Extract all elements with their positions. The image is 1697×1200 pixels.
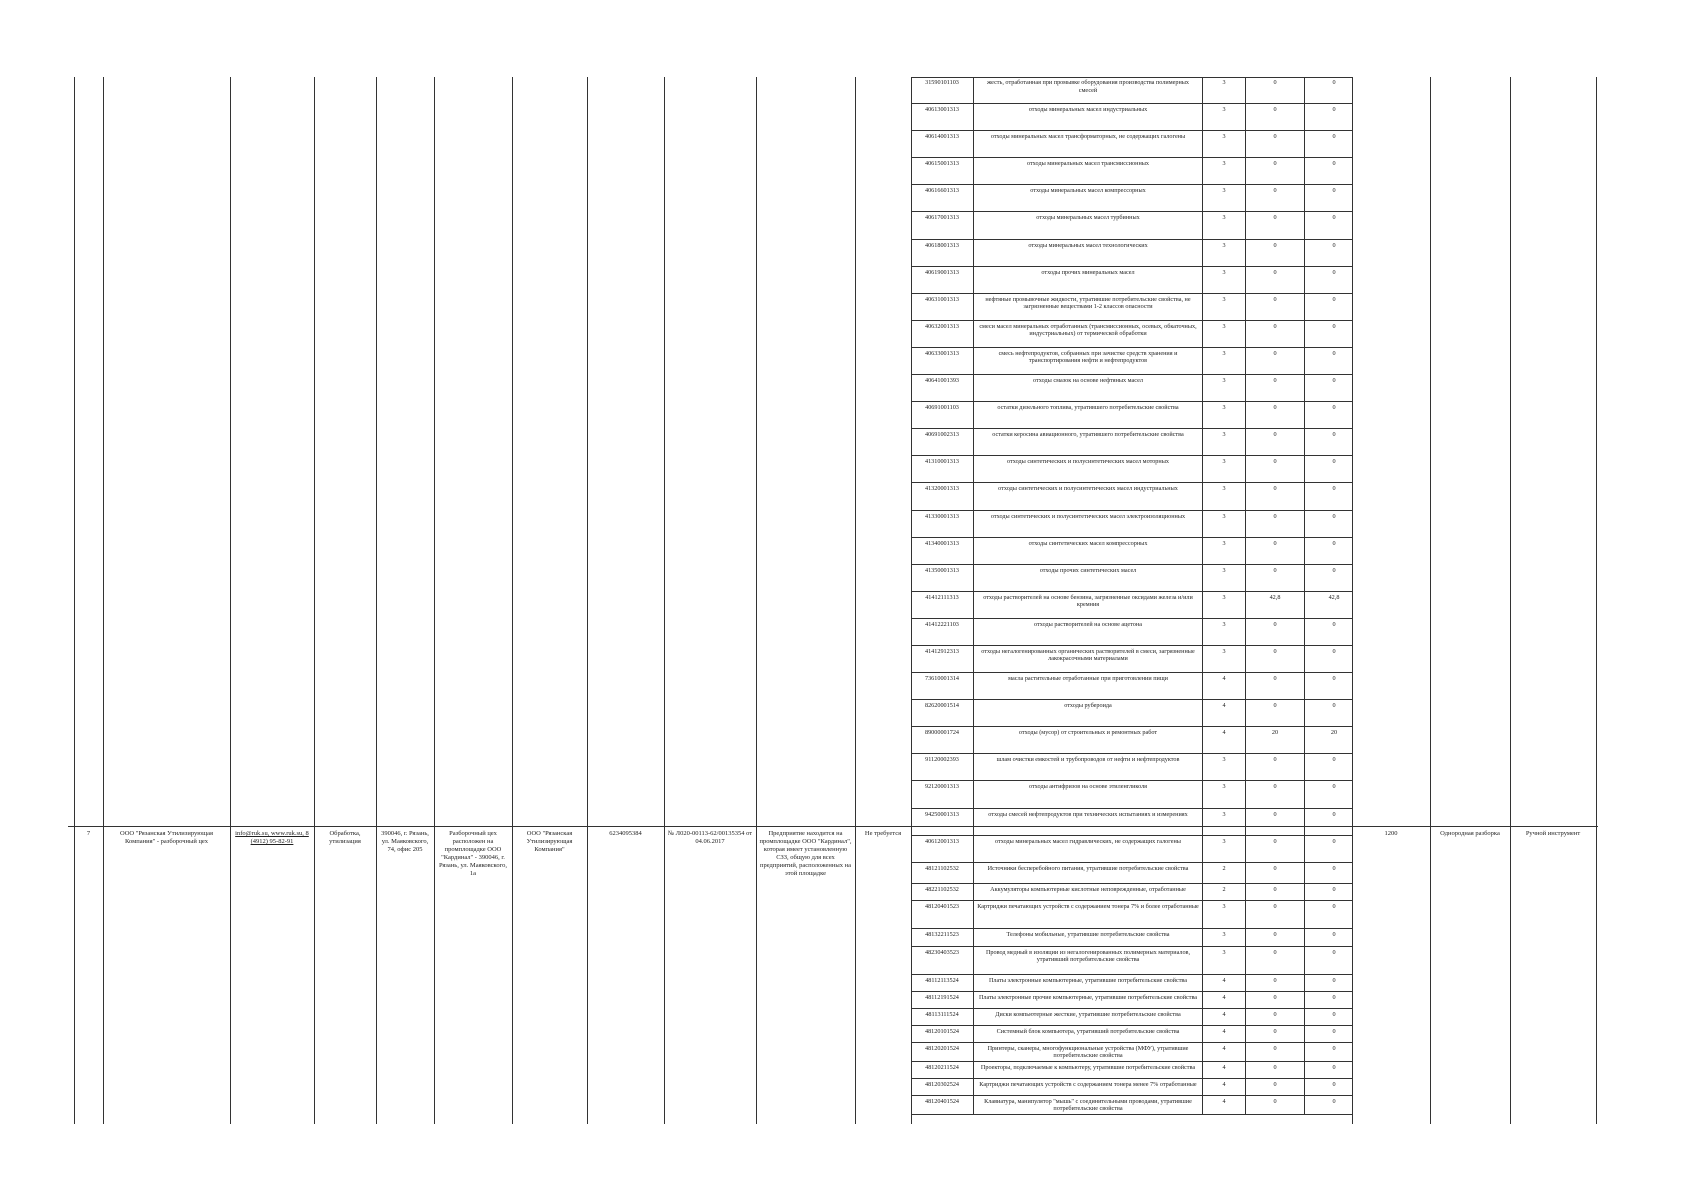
waste-name: отходы (мусор) от строительных и ремонтных работ [1018,729,1158,737]
table-row [911,456,1352,483]
quantity-cell: 0 [1332,948,1336,956]
hazard-class: 3 [1222,404,1226,412]
quantity-cell: 42,8 [1328,593,1340,601]
quantity-cell: 0 [1273,620,1277,628]
waste-code: 40614001313 [924,133,960,141]
quantity-cell: 0 [1332,1044,1336,1052]
quantity-cell: 0 [1273,1044,1277,1052]
hazard-class: 3 [1222,930,1226,938]
col-line [434,77,435,1124]
waste-name: отходы минеральных масел трансмиссионных [1026,160,1150,168]
hazard-class: 3 [1222,241,1226,249]
waste-name: нефтяные промывочные жидкости, утратившие потребительские свойства, не загрязненные веществами 1-2 классов опасности [985,295,1191,311]
legal-address: 390046, г. Рязань, ул. Маяковского, 74, офис 205 [381,830,429,853]
waste-name: Телефоны мобильные, утратившие потребительские свойства [1006,930,1170,938]
waste-code: 40632001313 [924,322,960,330]
waste-code: 40691002313 [924,431,960,439]
quantity-cell: 0 [1273,539,1277,547]
table-row [911,836,1352,863]
col-line [587,77,588,1124]
table-row [911,1009,1352,1026]
waste-code: 40619001313 [924,268,960,276]
quantity-cell: 0 [1332,160,1336,168]
capacity: 1200 [1384,830,1398,837]
license: № Л020-00113-62/00135354 от 04.06.2017 [667,830,753,845]
quantity-cell: 0 [1332,864,1336,872]
quantity-cell: 0 [1332,133,1336,141]
waste-name: отходы синтетических и полусинтетических масел электроизоляционных [990,512,1186,520]
waste-name: Принтеры, сканеры, многофункциональные устройства (МФУ), утратившие потребительские свойства [987,1044,1189,1060]
quantity-cell: 0 [1332,620,1336,628]
site-address: Разборочный цех расположен на промплощадке ООО "Кардинал" - 390046, г. Рязань, ул. Маяковского, 1а [438,830,508,877]
waste-name: жесть, отработанная при промывке оборудования производства полимерных смесей [986,79,1190,94]
quantity-cell: 0 [1332,268,1336,276]
waste-code: 48132211523 [925,930,959,938]
quantity-cell: 0 [1332,214,1336,222]
waste-code: 40631001313 [924,295,960,303]
waste-code: 48120401523 [924,902,960,910]
waste-name: Клавиатура, манипулятор "мышь" с соединительными проводами, утратившие потребительские свойства [984,1097,1192,1113]
quantity-cell: 0 [1273,702,1277,710]
sanitary-zone: Предприятие находится на промплощадке ООО "Кардинал", которая имеет установленную СЗЗ, общую для всех предприятий, расположенных на этой площадке [759,830,852,877]
hazard-class: 3 [1222,948,1226,956]
waste-name: отходы антифризов на основе этиленгликоля [1028,783,1148,791]
quantity-cell: 0 [1332,647,1336,655]
hazard-class: 3 [1222,431,1226,439]
table-row [911,929,1352,947]
table-row [911,348,1352,375]
table-row [911,673,1352,700]
hazard-class: 2 [1222,864,1226,872]
waste-code: 40691001103 [925,404,959,412]
waste-name: отходы минеральных масел турбинных [1036,214,1140,222]
quantity-cell: 0 [1273,458,1277,466]
hazard-class: 4 [1222,1097,1226,1105]
waste-code: 48120302524 [924,1080,960,1088]
quantity-cell: 0 [1332,675,1336,683]
waste-code: 48120401524 [924,1097,960,1105]
table-row [911,565,1352,592]
waste-code: 48113111524 [925,1010,959,1018]
waste-code: 73610001314 [924,675,960,683]
table-row [911,1062,1352,1079]
waste-name: остатки керосина авиационного, утратившего потребительские свойства [992,431,1184,439]
table-row [911,646,1352,673]
table-row [911,483,1352,510]
hazard-class: 3 [1222,377,1226,385]
quantity-cell: 0 [1332,295,1336,303]
hazard-class: 4 [1222,702,1226,710]
waste-name: отходы прочих минеральных масел [1041,268,1135,276]
quantity-cell: 0 [1332,187,1336,195]
table-row [911,592,1352,619]
waste-code: 40617001313 [924,214,960,222]
quantity-cell: 0 [1332,458,1336,466]
waste-code: 48120101524 [924,1027,960,1035]
waste-code: 41412221103 [925,620,959,628]
operator-name: ООО "Рязанская Утилизирующая Компания" [526,830,573,853]
quantity-cell: 42,8 [1269,593,1281,601]
quantity-cell: 0 [1332,810,1336,818]
waste-code: 40616601313 [924,187,960,195]
hazard-class: 3 [1222,647,1226,655]
col-line [1510,77,1511,1124]
waste-name: Платы электронные компьютерные, утратившие потребительские свойства [988,976,1188,984]
col-line [376,77,377,1124]
quantity-cell: 0 [1332,485,1336,493]
table-row [911,402,1352,429]
table-row [911,267,1352,294]
waste-name: Картриджи печатающих устройств с содержанием тонера 7% и более отработанные [977,902,1199,910]
waste-code: 41340001313 [924,539,960,547]
quantity-cell: 0 [1332,322,1336,330]
quantity-cell: 0 [1332,512,1336,520]
waste-code: 48112191524 [925,993,959,1001]
col-line [314,77,315,1124]
quantity-cell: 0 [1273,864,1277,872]
hazard-class: 2 [1222,885,1226,893]
waste-code: 92120001313 [924,783,960,791]
hazard-class: 3 [1222,902,1226,910]
hazard-class: 3 [1222,783,1226,791]
hazard-class: 4 [1222,1044,1226,1052]
quantity-cell: 0 [1332,79,1336,86]
quantity-cell: 0 [1273,322,1277,330]
quantity-cell: 0 [1273,566,1277,574]
waste-name: отходы растворителей на основе бензина, загрязненные оксидами железа и/или кремния [983,593,1193,609]
table-row [911,321,1352,348]
col-line [756,77,757,1124]
waste-name: отходы растворителей на основе ацетона [1034,620,1142,628]
hazard-class: 3 [1222,512,1226,520]
inn: 6234095384 [609,830,642,837]
waste-code: 82620001514 [924,702,960,710]
quantity-cell: 0 [1273,976,1277,984]
hazard-class: 4 [1222,675,1226,683]
quantity-cell: 0 [1332,566,1336,574]
waste-code: 48121102532 [925,864,959,872]
table-row [911,212,1352,239]
hazard-class: 3 [1222,133,1226,141]
monitoring: Не требуется [864,830,902,837]
table-row [911,619,1352,646]
processing-method: Однородная разборка [1440,830,1500,837]
waste-code: 48221102532 [925,885,959,893]
hazard-class: 4 [1222,729,1226,737]
table-row [911,727,1352,754]
waste-name: отходы прочих синтетических масел [1039,566,1137,574]
hazard-class: 3 [1222,349,1226,357]
waste-name: смеси масел минеральных отработанных (трансмиссионных, осевых, обкаточных, индустриальных) от термической обработки [979,322,1197,338]
waste-name: отходы минеральных масел гидравлических, не содержащих галогены [995,837,1181,845]
waste-code: 31590101103 [925,79,959,86]
waste-code: 40612001313 [924,837,960,845]
waste-name: Проекторы, подключаемые к компьютеру, утратившие потребительские свойства [980,1063,1196,1071]
quantity-cell: 0 [1273,349,1277,357]
waste-name: отходы синтетических и полусинтетических масел индустриальных [998,485,1178,493]
quantity-cell: 0 [1273,214,1277,222]
activity-type: Обработка, утилизация [329,830,361,845]
quantity-cell: 0 [1332,241,1336,249]
table-row [911,884,1352,901]
quantity-cell: 0 [1332,1063,1336,1071]
quantity-cell: 0 [1273,885,1277,893]
hazard-class: 4 [1222,1010,1226,1018]
quantity-cell: 0 [1332,349,1336,357]
table-row [911,1043,1352,1062]
hazard-class: 4 [1222,993,1226,1001]
col-line [103,77,104,1124]
col-line [74,77,75,1124]
quantity-cell: 0 [1273,783,1277,791]
quantity-cell: 0 [1273,930,1277,938]
hazard-class: 3 [1222,106,1226,114]
col-line [1430,77,1431,1124]
quantity-cell: 0 [1332,756,1336,764]
waste-name: отходы минеральных масел трансформаторных, не содержащих галогены [990,133,1186,141]
waste-name: Картриджи печатающих устройств с содержанием тонера менее 7% отработанные [979,1080,1197,1088]
col-line [512,77,513,1124]
waste-code: 48120211524 [925,1063,959,1071]
row-number: 7 [86,830,91,837]
quantity-cell: 0 [1273,485,1277,493]
waste-name: отходы смесей нефтепродуктов при технических испытаниях и измерениях [988,810,1188,818]
hazard-class: 4 [1222,1080,1226,1088]
quantity-cell: 0 [1273,756,1277,764]
table-row [911,754,1352,781]
waste-code: 41320001313 [924,485,960,493]
hazard-class: 3 [1222,620,1226,628]
quantity-cell: 0 [1273,1010,1277,1018]
hazard-class: 3 [1222,268,1226,276]
table-row [911,538,1352,565]
waste-code: 41310001313 [924,458,960,466]
table-row [911,1096,1352,1115]
table-row [911,947,1352,975]
hazard-class: 3 [1222,485,1226,493]
quantity-cell: 0 [1273,268,1277,276]
waste-name: отходы синтетических и полусинтетических масел моторных [1007,458,1169,466]
table-row [911,429,1352,456]
waste-code: 40613001313 [924,106,960,114]
table-row [911,901,1352,929]
quantity-cell: 0 [1332,539,1336,547]
waste-name: отходы минеральных масел компрессорных [1030,187,1146,195]
waste-name: Системный блок компьютера, утративший потребительские свойства [996,1027,1180,1035]
quantity-cell: 0 [1332,885,1336,893]
quantity-cell: 0 [1332,1080,1336,1088]
hazard-class: 3 [1222,79,1226,86]
quantity-cell: 0 [1273,160,1277,168]
tools: Ручной инструмент [1525,830,1581,837]
quantity-cell: 0 [1332,702,1336,710]
waste-code: 94250001313 [924,810,960,818]
quantity-cell: 0 [1273,948,1277,956]
quantity-cell: 0 [1332,976,1336,984]
hazard-class: 3 [1222,322,1226,330]
table-row [911,77,1352,104]
table-row [911,809,1352,836]
quantity-cell: 0 [1332,1097,1336,1105]
col-line [230,77,231,1124]
waste-name: шлам очистки емкостей и трубопроводов от нефти и нефтепродуктов [996,756,1180,764]
hazard-class: 3 [1222,458,1226,466]
row-separator [68,826,1598,827]
quantity-cell: 0 [1273,902,1277,910]
table-row [911,294,1352,321]
hazard-class: 3 [1222,593,1226,601]
quantity-cell: 0 [1332,902,1336,910]
table-row [911,158,1352,185]
table-row [911,863,1352,884]
quantity-cell: 0 [1332,930,1336,938]
waste-code: 40615001313 [924,160,960,168]
hazard-class: 4 [1222,976,1226,984]
waste-code: 41350001313 [924,566,960,574]
waste-code: 40633001313 [924,349,960,357]
quantity-cell: 0 [1273,1080,1277,1088]
hazard-class: 3 [1222,566,1226,574]
waste-code: 41412111313 [925,593,959,601]
quantity-cell: 0 [1332,837,1336,845]
contact-link[interactable]: info@ruk.su, www.ruk.su, 8 (4912) 95-82-91 [235,830,309,845]
waste-code: 40618001313 [924,241,960,249]
quantity-cell: 20 [1330,729,1338,737]
waste-code: 41412912313 [924,647,960,655]
quantity-cell: 0 [1273,79,1277,86]
waste-name: масла растительные отработанные при приготовлении пищи [1008,675,1168,683]
waste-code: 48112113524 [925,976,959,984]
quantity-cell: 0 [1273,241,1277,249]
table-row [911,781,1352,808]
waste-name: Диски компьютерные жесткие, утратившие потребительские свойства [995,1010,1181,1018]
col-line [855,77,856,1124]
quantity-cell: 0 [1273,377,1277,385]
waste-name: отходы минеральных масел технологических [1028,241,1148,249]
table-row [911,700,1352,727]
waste-name: смесь нефтепродуктов, собранных при зачистке средств хранения и транспортирования нефти и нефтепродуктов [998,349,1178,365]
waste-name: отходы рубероида [1064,702,1112,710]
waste-code: 41330001313 [924,512,960,520]
waste-name: Провод медный в изоляции из негалогенированных полимерных материалов, утративший потребительские свойства [985,948,1191,964]
quantity-cell: 0 [1332,1027,1336,1035]
quantity-cell: 0 [1332,1010,1336,1018]
table-row [911,992,1352,1009]
hazard-class: 4 [1222,1063,1226,1071]
table-row [911,104,1352,131]
waste-code: 91120002393 [925,756,959,764]
waste-name: отходы синтетических масел компрессорных [1028,539,1148,547]
quantity-cell: 0 [1273,675,1277,683]
waste-name: Аккумуляторы компьютерные кислотные неповрежденные, отработанные [990,885,1186,893]
hazard-class: 3 [1222,187,1226,195]
quantity-cell: 0 [1273,106,1277,114]
quantity-cell: 0 [1332,377,1336,385]
hazard-class: 3 [1222,837,1226,845]
col-line [664,77,665,1124]
waste-code: 48230403523 [924,948,960,956]
waste-name: остатки дизельного топлива, утратившего потребительские свойства [997,404,1179,412]
waste-code: 48120201524 [924,1044,960,1052]
quantity-cell: 0 [1273,993,1277,1001]
quantity-cell: 0 [1273,810,1277,818]
waste-code: 89000001724 [924,729,960,737]
hazard-class: 3 [1222,756,1226,764]
quantity-cell: 0 [1273,512,1277,520]
waste-name: Платы электронные прочие компьютерные, утратившие потребительские свойства [978,993,1198,1001]
table-row [911,375,1352,402]
table-row [911,240,1352,267]
table-row [911,1026,1352,1043]
quantity-cell: 0 [1273,647,1277,655]
col-line [1596,77,1597,1124]
quantity-cell: 0 [1273,1063,1277,1071]
table-row [911,1079,1352,1096]
quantity-cell: 0 [1332,431,1336,439]
table-row [911,975,1352,992]
table-row [911,511,1352,538]
quantity-cell: 0 [1273,1097,1277,1105]
waste-name: отходы минеральных масел индустриальных [1028,106,1148,114]
waste-code: 40641001393 [924,377,960,385]
hazard-class: 3 [1222,810,1226,818]
waste-name: отходы негалогенированных органических растворителей в смеси, загрязненные лакокрасочными материалами [981,647,1195,663]
organization-name: ООО "Рязанская Утилизирующая Компания" - разборочный цех [120,830,213,845]
hazard-class: 3 [1222,160,1226,168]
quantity-cell: 0 [1273,1027,1277,1035]
hazard-class: 3 [1222,295,1226,303]
quantity-cell: 0 [1332,106,1336,114]
table-row [911,131,1352,158]
hazard-class: 3 [1222,214,1226,222]
quantity-cell: 0 [1273,431,1277,439]
quantity-cell: 20 [1271,729,1279,737]
quantity-cell: 0 [1332,404,1336,412]
quantity-cell: 0 [1273,404,1277,412]
waste-table [911,77,1352,1115]
quantity-cell: 0 [1273,133,1277,141]
quantity-cell: 0 [1273,187,1277,195]
table-row [911,185,1352,212]
quantity-cell: 0 [1332,993,1336,1001]
waste-name: отходы смазок на основе нефтяных масел [1033,377,1143,385]
quantity-cell: 0 [1332,783,1336,791]
hazard-class: 3 [1222,539,1226,547]
quantity-cell: 0 [1273,295,1277,303]
hazard-class: 4 [1222,1027,1226,1035]
waste-name: Источники бесперебойного питания, утратившие потребительские свойства [987,864,1189,872]
quantity-cell: 0 [1273,837,1277,845]
